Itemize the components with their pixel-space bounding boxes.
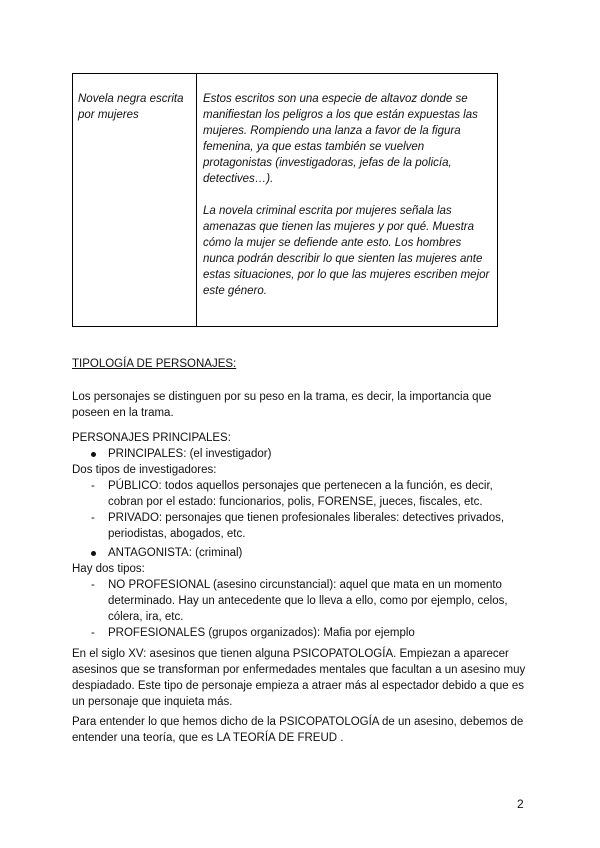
dash-marker: - xyxy=(91,480,95,492)
list-item-text: PRIVADO: personajes que tienen profesionales liberales: detectives privados, periodistas, abogados, etc. xyxy=(108,512,505,540)
section-heading: TIPOLOGÍA DE PERSONAJES: xyxy=(72,358,237,370)
bullet-icon xyxy=(91,452,96,457)
list-item xyxy=(72,510,530,542)
genre-table xyxy=(72,73,498,327)
bullet-text: ANTAGONISTA: (criminal) xyxy=(108,547,243,559)
list-item xyxy=(72,446,530,462)
list-item xyxy=(72,625,530,641)
list-item-text: PÚBLICO: todos aquellos personajes que pertenecen a la función, es decir, cobran por el estado: funcionarios, polis, FORENSE, jueces, fiscales, etc. xyxy=(108,480,493,508)
list-item xyxy=(72,478,530,510)
bullet-text: PRINCIPALES: (el investigador) xyxy=(108,448,272,460)
dash-marker: - xyxy=(91,579,95,591)
dash-marker: - xyxy=(91,627,95,639)
table-paragraph: La novela criminal escrita por mujeres señala las amenazas que tienen las mujeres y por qué. Muestra cómo la mujer se defiende ante esto. Los hombres nunca podrán describir lo que sienten las mujeres ante estas situaciones, por lo que las mujeres escriben mejor este género. xyxy=(203,205,490,297)
principales-heading: PERSONAJES PRINCIPALES: xyxy=(72,432,231,444)
intro-paragraph: Los personajes se distinguen por su peso en la trama, es decir, la importancia que poseen en la trama. xyxy=(72,391,492,419)
page-number: 2 xyxy=(517,797,524,811)
principales-subheading: Dos tipos de investigadores: xyxy=(72,464,217,476)
siglo-paragraph: En el siglo XV: asesinos que tienen alguna PSICOPATOLOGÍA. Empiezan a aparecer asesinos que se transforman por enfermedades mentales que facultan a un asesino muy despiadado. Este tipo de personaje empieza a atraer más al espectador debido a que es un personaje que inquieta más. xyxy=(72,648,526,708)
antagonista-section xyxy=(72,545,530,641)
dash-marker: - xyxy=(91,512,95,524)
table-cell-label: Novela negra escrita por mujeres xyxy=(73,74,197,327)
bullet-icon xyxy=(91,551,96,556)
list-item xyxy=(72,545,530,561)
principales-section xyxy=(72,430,530,542)
list-item-text: PROFESIONALES (grupos organizados): Mafia por ejemplo xyxy=(108,627,415,639)
table-paragraph: Estos escritos son una especie de altavoz donde se manifiestan los peligros a los que están expuestas las mujeres. Rompiendo una lanza a favor de la figura femenina, ya que estas también se vuelven protagonistas (investigadoras, jefas de la policía, detectives…). xyxy=(203,93,478,185)
freud-paragraph: Para entender lo que hemos dicho de la PSICOPATOLOGÍA de un asesino, debemos de entender una teoría, que es LA TEORÍA DE FREUD . xyxy=(72,716,524,744)
table-cell-description xyxy=(197,74,498,327)
antagonista-subheading: Hay dos tipos: xyxy=(72,563,145,575)
table-row xyxy=(73,74,498,327)
list-item-text: NO PROFESIONAL (asesino circunstancial): aquel que mata en un momento determinado. Hay un antecedente que lo lleva a ello, como por ejemplo, celos, cólera, ira, etc. xyxy=(108,579,508,623)
list-item xyxy=(72,577,530,625)
